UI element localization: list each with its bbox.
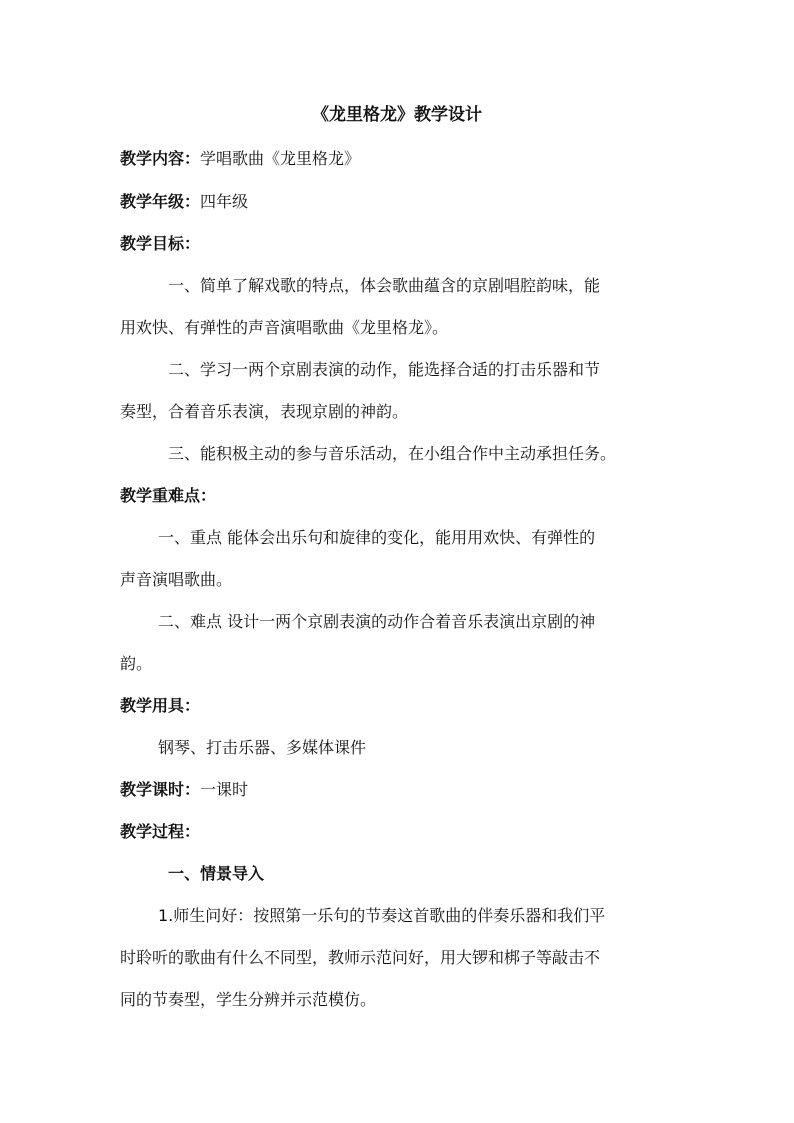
objective-3-line-1: 三、能积极主动的参与音乐活动，在小组合作中主动承担任务。 bbox=[168, 444, 617, 463]
process-section-1-heading: 一、情景导入 bbox=[168, 864, 265, 883]
tools-value: 钢琴、打击乐器、多媒体课件 bbox=[158, 738, 367, 757]
objectives-label: 教学目标： bbox=[120, 234, 201, 253]
objective-2-line-2: 奏型，合着音乐表演，表现京剧的神韵。 bbox=[120, 402, 409, 421]
process-label: 教学过程： bbox=[120, 822, 201, 841]
hours-label: 教学课时： bbox=[120, 780, 201, 799]
document-title: 《龙里格龙》教学设计 bbox=[312, 105, 482, 125]
tools-label: 教学用具： bbox=[120, 696, 201, 715]
content-label: 教学内容： bbox=[120, 149, 201, 168]
key-point-1-line-2: 声音演唱歌曲。 bbox=[120, 570, 233, 589]
content-value: 学唱歌曲《龙里格龙》 bbox=[200, 149, 361, 168]
process-para-1-line-2: 时聆听的歌曲有什么不同型，教师示范问好，用大锣和梆子等敲击不 bbox=[120, 948, 601, 967]
grade-value: 四年级 bbox=[200, 192, 249, 211]
process-para-1-line-1: 1.师生问好：按照第一乐句的节奏这首歌曲的伴奏乐器和我们平 bbox=[158, 906, 606, 925]
hours-value: 一课时 bbox=[200, 780, 249, 799]
objective-2-line-1: 二、学习一两个京剧表演的动作，能选择合适的打击乐器和节 bbox=[168, 360, 601, 379]
hours-row bbox=[120, 778, 248, 802]
process-para-1-line-3: 同的节奏型，学生分辨并示范模仿。 bbox=[120, 990, 377, 1009]
grade-label: 教学年级： bbox=[120, 192, 201, 211]
key-point-2-line-1: 二、难点 设计一两个京剧表演的动作合着音乐表演出京剧的神 bbox=[158, 612, 596, 631]
objective-1-line-2: 用欢快、有弹性的声音演唱歌曲《龙里格龙》。 bbox=[120, 318, 449, 337]
content-row bbox=[120, 147, 360, 171]
key-point-2-line-2: 韵。 bbox=[120, 654, 153, 673]
key-point-1-line-1: 一、重点 能体会出乐句和旋律的变化，能用用欢快、有弹性的 bbox=[158, 528, 596, 547]
objective-1-line-1: 一、简单了解戏歌的特点，体会歌曲蕴含的京剧唱腔韵味，能 bbox=[168, 276, 601, 295]
key-points-label: 教学重难点： bbox=[120, 486, 217, 505]
grade-row bbox=[120, 190, 248, 214]
